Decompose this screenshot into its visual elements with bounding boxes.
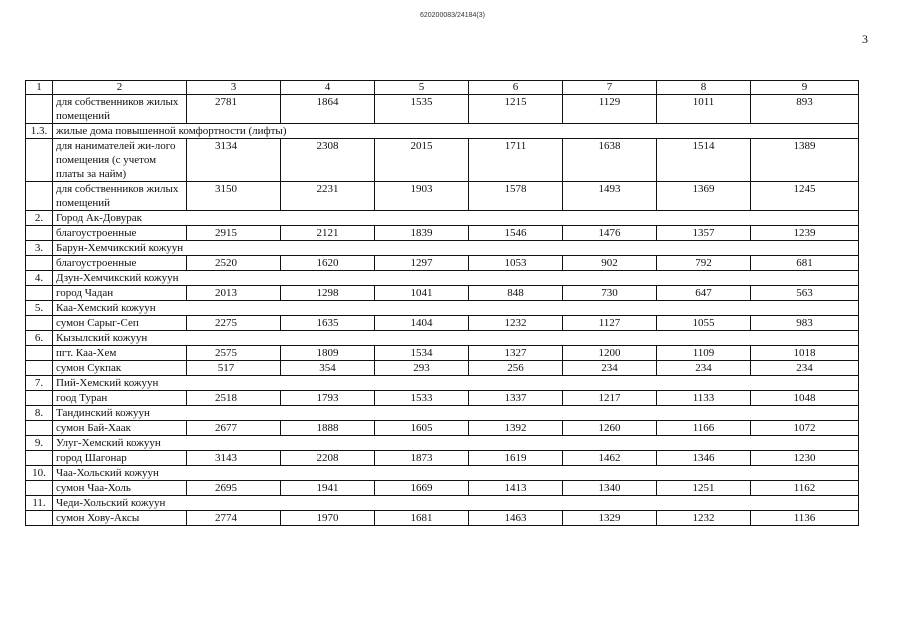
value-cell: 1129 [563, 95, 657, 124]
table-row [26, 421, 859, 436]
section-number: 7. [26, 376, 53, 391]
section-number: 10. [26, 466, 53, 481]
section-row [26, 124, 859, 139]
value-cell: 1357 [657, 226, 751, 241]
value-cell: 1638 [563, 139, 657, 182]
table-row [26, 391, 859, 406]
header-cell: 4 [281, 81, 375, 95]
value-cell: 1619 [469, 451, 563, 466]
row-number [26, 139, 53, 182]
value-cell: 1217 [563, 391, 657, 406]
row-number [26, 256, 53, 271]
value-cell: 1232 [657, 511, 751, 526]
value-cell: 1864 [281, 95, 375, 124]
value-cell: 1793 [281, 391, 375, 406]
page-number: 3 [862, 32, 868, 46]
value-cell: 1166 [657, 421, 751, 436]
value-cell: 1533 [375, 391, 469, 406]
value-cell: 647 [657, 286, 751, 301]
value-cell: 2015 [375, 139, 469, 182]
row-name: сумон Сарыг-Сеп [53, 316, 187, 331]
value-cell: 1245 [751, 182, 859, 211]
value-cell: 2208 [281, 451, 375, 466]
value-cell: 1578 [469, 182, 563, 211]
value-cell: 1620 [281, 256, 375, 271]
value-cell: 1389 [751, 139, 859, 182]
value-cell: 2781 [187, 95, 281, 124]
header-cell: 6 [469, 81, 563, 95]
section-row [26, 466, 859, 481]
section-row [26, 496, 859, 511]
value-cell: 1681 [375, 511, 469, 526]
value-cell: 1514 [657, 139, 751, 182]
value-cell: 1369 [657, 182, 751, 211]
row-name: сумон Чаа-Холь [53, 481, 187, 496]
row-name: благоустроенные [53, 226, 187, 241]
table-row [26, 226, 859, 241]
table-row [26, 95, 859, 124]
section-row [26, 436, 859, 451]
section-title: Барун-Хемчикский кожуун [53, 241, 859, 256]
row-name: для нанимателей жи-лого помещения (с учетом платы за найм) [53, 139, 187, 182]
section-row [26, 331, 859, 346]
value-cell: 1809 [281, 346, 375, 361]
table-row [26, 316, 859, 331]
section-number: 9. [26, 436, 53, 451]
value-cell: 1635 [281, 316, 375, 331]
row-number [26, 451, 53, 466]
value-cell: 1546 [469, 226, 563, 241]
row-number [26, 421, 53, 436]
value-cell: 1888 [281, 421, 375, 436]
value-cell: 2518 [187, 391, 281, 406]
value-cell: 1232 [469, 316, 563, 331]
value-cell: 1239 [751, 226, 859, 241]
table-row [26, 346, 859, 361]
header-cell: 3 [187, 81, 281, 95]
value-cell: 1200 [563, 346, 657, 361]
section-title: Город Ак-Довурак [53, 211, 859, 226]
value-cell: 1136 [751, 511, 859, 526]
section-row [26, 241, 859, 256]
value-cell: 1011 [657, 95, 751, 124]
section-row [26, 406, 859, 421]
section-row [26, 271, 859, 286]
section-title: Чаа-Хольский кожуун [53, 466, 859, 481]
row-number [26, 286, 53, 301]
value-cell: 1230 [751, 451, 859, 466]
header-cell: 7 [563, 81, 657, 95]
section-title: Кызылский кожуун [53, 331, 859, 346]
value-cell: 1392 [469, 421, 563, 436]
table-row [26, 481, 859, 496]
value-cell: 1839 [375, 226, 469, 241]
value-cell: 2231 [281, 182, 375, 211]
value-cell: 2308 [281, 139, 375, 182]
value-cell: 1711 [469, 139, 563, 182]
value-cell: 1260 [563, 421, 657, 436]
value-cell: 1041 [375, 286, 469, 301]
value-cell: 1215 [469, 95, 563, 124]
row-name: пгт. Каа-Хем [53, 346, 187, 361]
section-number: 8. [26, 406, 53, 421]
table-row [26, 182, 859, 211]
value-cell: 893 [751, 95, 859, 124]
section-title: Тандинский кожуун [53, 406, 859, 421]
header-row [26, 81, 859, 95]
row-number [26, 182, 53, 211]
value-cell: 1109 [657, 346, 751, 361]
value-cell: 1873 [375, 451, 469, 466]
value-cell: 1133 [657, 391, 751, 406]
value-cell: 3134 [187, 139, 281, 182]
section-number: 3. [26, 241, 53, 256]
value-cell: 1534 [375, 346, 469, 361]
row-number [26, 481, 53, 496]
value-cell: 2520 [187, 256, 281, 271]
value-cell: 1605 [375, 421, 469, 436]
value-cell: 1535 [375, 95, 469, 124]
value-cell: 2695 [187, 481, 281, 496]
value-cell: 1463 [469, 511, 563, 526]
row-number [26, 95, 53, 124]
row-name: сумон Бай-Хаак [53, 421, 187, 436]
value-cell: 1970 [281, 511, 375, 526]
value-cell: 2915 [187, 226, 281, 241]
value-cell: 681 [751, 256, 859, 271]
section-number: 1.3. [26, 124, 53, 139]
row-name: сумон Хову-Аксы [53, 511, 187, 526]
row-number [26, 361, 53, 376]
row-number [26, 226, 53, 241]
value-cell: 1462 [563, 451, 657, 466]
document-id: 620200083/24184(3) [419, 12, 485, 19]
table-row [26, 286, 859, 301]
section-number: 6. [26, 331, 53, 346]
section-number: 11. [26, 496, 53, 511]
value-cell: 1903 [375, 182, 469, 211]
value-cell: 1337 [469, 391, 563, 406]
section-title: Улуг-Хемский кожуун [53, 436, 859, 451]
value-cell: 1404 [375, 316, 469, 331]
value-cell: 1669 [375, 481, 469, 496]
section-row [26, 301, 859, 316]
value-cell: 563 [751, 286, 859, 301]
value-cell: 3143 [187, 451, 281, 466]
header-cell: 5 [375, 81, 469, 95]
section-title: Пий-Хемский кожуун [53, 376, 859, 391]
header-cell: 8 [657, 81, 751, 95]
tariff-table [25, 80, 859, 526]
value-cell: 2121 [281, 226, 375, 241]
value-cell: 2275 [187, 316, 281, 331]
table-row [26, 139, 859, 182]
value-cell: 1329 [563, 511, 657, 526]
header-cell: 1 [26, 81, 53, 95]
section-row [26, 376, 859, 391]
value-cell: 1941 [281, 481, 375, 496]
value-cell: 1297 [375, 256, 469, 271]
value-cell: 1298 [281, 286, 375, 301]
value-cell: 234 [751, 361, 859, 376]
value-cell: 354 [281, 361, 375, 376]
value-cell: 1018 [751, 346, 859, 361]
value-cell: 730 [563, 286, 657, 301]
row-name: для собственников жилых помещений [53, 182, 187, 211]
value-cell: 2774 [187, 511, 281, 526]
row-number [26, 316, 53, 331]
row-name: гоод Туран [53, 391, 187, 406]
row-name: для собственников жилых помещений [53, 95, 187, 124]
value-cell: 2575 [187, 346, 281, 361]
value-cell: 2677 [187, 421, 281, 436]
header-cell: 2 [53, 81, 187, 95]
section-title: Каа-Хемский кожуун [53, 301, 859, 316]
value-cell: 1476 [563, 226, 657, 241]
value-cell: 1413 [469, 481, 563, 496]
value-cell: 902 [563, 256, 657, 271]
section-row [26, 211, 859, 226]
value-cell: 1493 [563, 182, 657, 211]
value-cell: 983 [751, 316, 859, 331]
row-name: город Чадан [53, 286, 187, 301]
value-cell: 2013 [187, 286, 281, 301]
value-cell: 848 [469, 286, 563, 301]
value-cell: 1055 [657, 316, 751, 331]
value-cell: 1162 [751, 481, 859, 496]
table-row [26, 361, 859, 376]
row-number [26, 346, 53, 361]
value-cell: 1340 [563, 481, 657, 496]
value-cell: 3150 [187, 182, 281, 211]
section-number: 5. [26, 301, 53, 316]
header-cell: 9 [751, 81, 859, 95]
section-title: Дзун-Хемчикский кожуун [53, 271, 859, 286]
value-cell: 1127 [563, 316, 657, 331]
value-cell: 256 [469, 361, 563, 376]
value-cell: 1053 [469, 256, 563, 271]
value-cell: 1251 [657, 481, 751, 496]
value-cell: 1072 [751, 421, 859, 436]
value-cell: 1327 [469, 346, 563, 361]
value-cell: 1346 [657, 451, 751, 466]
section-title: Чеди-Хольский кожуун [53, 496, 859, 511]
table-row [26, 451, 859, 466]
value-cell: 234 [563, 361, 657, 376]
value-cell: 293 [375, 361, 469, 376]
row-number [26, 391, 53, 406]
section-title: жилые дома повышенной комфортности (лифты) [53, 124, 859, 139]
value-cell: 234 [657, 361, 751, 376]
row-name: благоустроенные [53, 256, 187, 271]
section-number: 2. [26, 211, 53, 226]
value-cell: 517 [187, 361, 281, 376]
table-row [26, 256, 859, 271]
value-cell: 792 [657, 256, 751, 271]
row-name: сумон Сукпак [53, 361, 187, 376]
value-cell: 1048 [751, 391, 859, 406]
row-name: город Шагонар [53, 451, 187, 466]
row-number [26, 511, 53, 526]
table-row [26, 511, 859, 526]
section-number: 4. [26, 271, 53, 286]
